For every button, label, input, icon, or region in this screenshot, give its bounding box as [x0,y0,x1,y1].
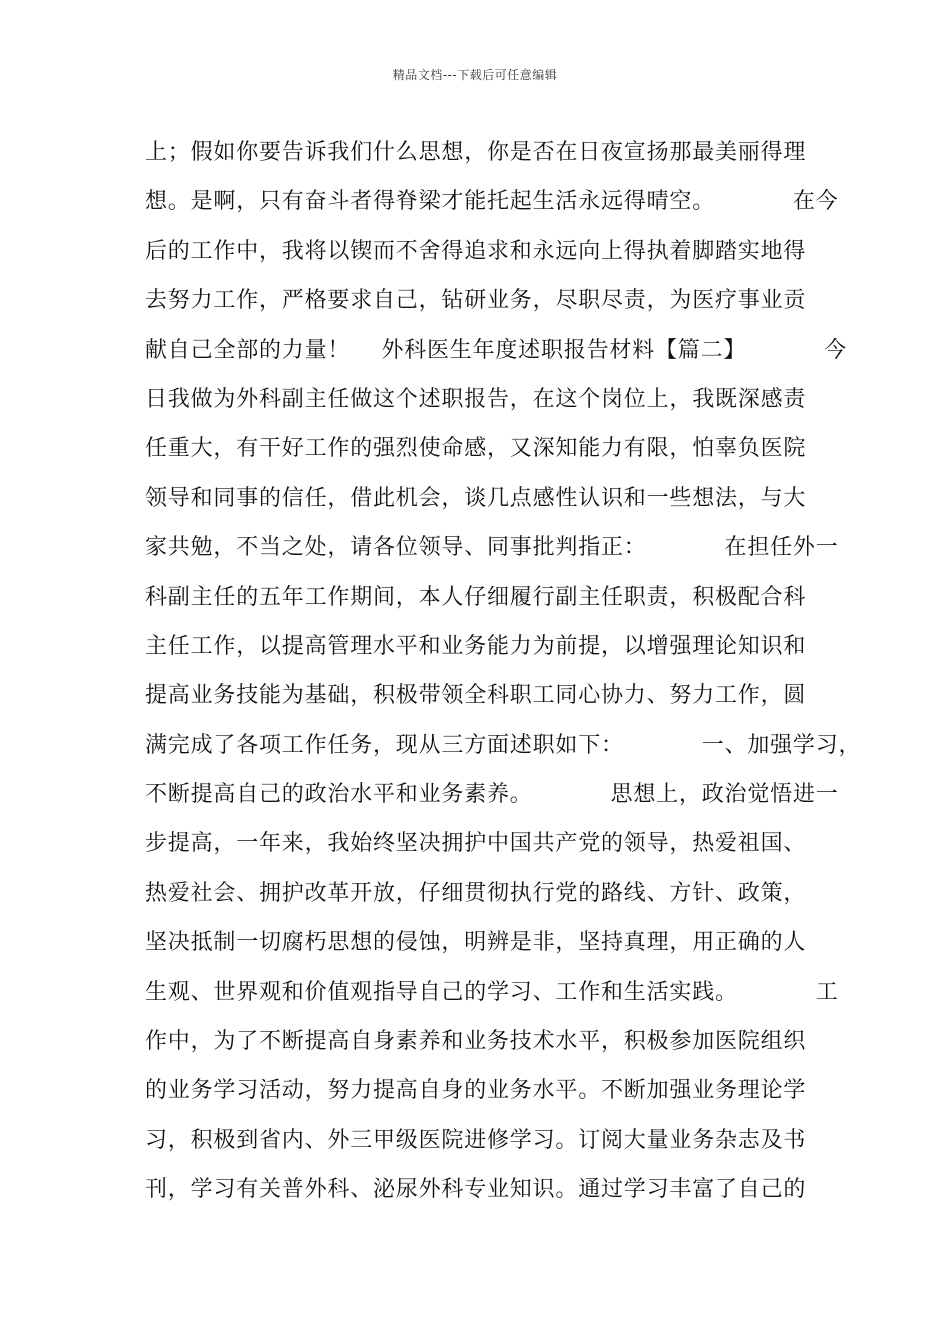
text-line: 家共勉，不当之处，请各位领导、同事批判指正： 在担任外一 [145,535,839,561]
text-line: 想。是啊，只有奋斗者得脊梁才能托起生活永远得晴空。 在今 [145,189,839,215]
text-line: 献自己全部的力量！ 外科医生年度述职报告材料【篇二】 今 [145,337,847,363]
text-line: 去努力工作，严格要求自己，钻研业务，尽职尽责，为医疗事业贡 [145,288,807,314]
text-line: 作中，为了不断提高自身素养和业务技术水平，积极参加医院组织 [145,1029,807,1055]
text-line: 坚决抵制一切腐朽思想的侵蚀，明辨是非，坚持真理，用正确的人 [145,930,807,956]
text-line: 任重大，有干好工作的强烈使命感，又深知能力有限，怕辜负医院 [145,436,807,462]
text-line: 满完成了各项工作任务，现从三方面述职如下： 一、加强学习， [145,732,862,758]
text-line: 后的工作中，我将以锲而不舍得追求和永远向上得执着脚踏实地得 [145,238,807,264]
text-line: 生观、世界观和价值观指导自己的学习、工作和生活实践。 工 [145,979,839,1005]
text-line: 上；假如你要告诉我们什么思想，你是否在日夜宣扬那最美丽得理 [145,140,807,165]
text-line: 热爱社会、拥护改革开放，仔细贯彻执行党的路线、方针、政策， [145,880,807,906]
text-line: 日我做为外科副主任做这个述职报告，在这个岗位上，我既深感责 [145,386,807,412]
text-line: 科副主任的五年工作期间，本人仔细履行副主任职责，积极配合科 [145,584,807,610]
page-header: 精品文档---下载后可任意编辑 [392,68,558,82]
text-line: 领导和同事的信任，借此机会，谈几点感性认识和一些想法，与大 [145,485,807,511]
text-line: 不断提高自己的政治水平和业务素养。 思想上，政治觉悟进一 [145,782,839,808]
text-line: 主任工作，以提高管理水平和业务能力为前提，以增强理论知识和 [145,633,807,659]
text-line: 刊，学习有关普外科、泌尿外科专业知识。通过学习丰富了自己的 [145,1177,807,1203]
text-line: 步提高，一年来，我始终坚决拥护中国共产党的领导，热爱祖国、 [145,831,807,857]
text-line: 习，积极到省内、外三甲级医院进修学习。订阅大量业务杂志及书 [145,1127,807,1153]
text-line: 的业务学习活动，努力提高自身的业务水平。不断加强业务理论学 [145,1078,807,1104]
document-body [145,128,862,1215]
text-line: 提高业务技能为基础，积极带领全科职工同心协力、努力工作，圆 [145,683,807,709]
